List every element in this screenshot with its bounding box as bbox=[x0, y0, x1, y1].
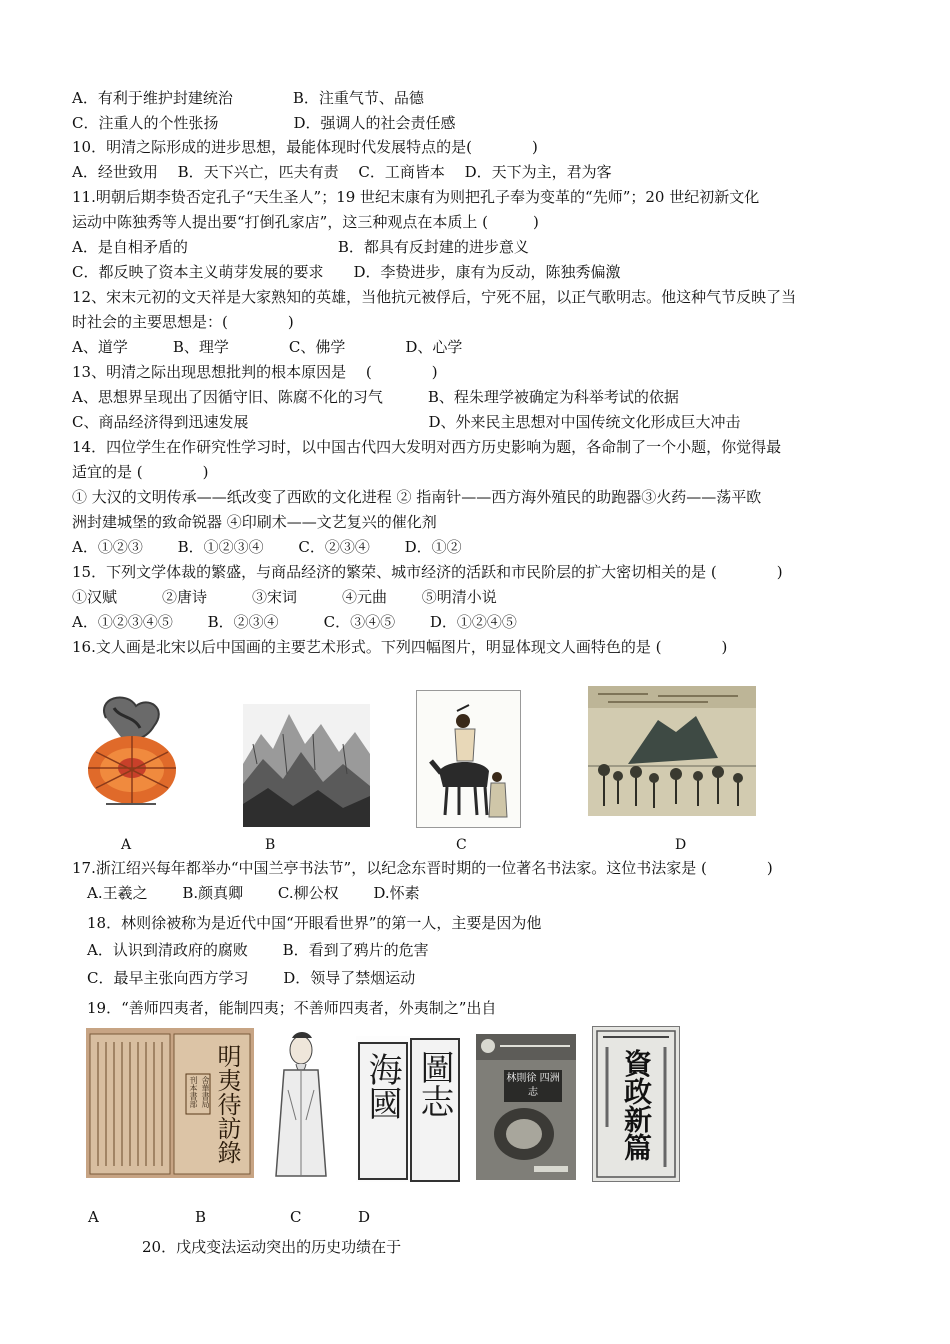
q18-options-cd: C．最早主张向西方学习 D．领导了禁烟运动 bbox=[72, 969, 416, 987]
painting-c-label: C bbox=[456, 837, 467, 853]
q9-options-cd: C．注重人的个性张扬 D．强调人的社会责任感 bbox=[72, 114, 456, 132]
q13-options-ab: A、思想界呈现出了因循守旧、陈腐不化的习气 B、程朱理学被确定为科举考试的依据 bbox=[72, 388, 679, 406]
book-mingyi-seal: 舍華書局刊本書部 bbox=[189, 1076, 210, 1108]
q18-options-ab: A．认识到清政府的腐败 B．看到了鸦片的危害 bbox=[72, 941, 429, 959]
q12-stem-2: 时社会的主要思想是：( ) bbox=[72, 313, 294, 331]
book-sizhouzhi-title: 林則徐 四洲志 bbox=[504, 1070, 562, 1102]
q20-stem: 20．戊戌变法运动突出的历史功绩在于 bbox=[142, 1238, 402, 1256]
seal-panel-left bbox=[358, 1042, 408, 1180]
q17-stem: 17.浙江绍兴每年都举办“中国兰亭书法节”，以纪念东晋时期的一位著名书法家。这位书法家是 ( ) bbox=[72, 859, 773, 877]
seal-text-right: 圖志 bbox=[414, 1050, 454, 1118]
painting-b-label: B bbox=[265, 837, 276, 853]
q17-options: A.王羲之 B.颜真卿 C.柳公权 D.怀素 bbox=[72, 884, 420, 902]
q10-stem: 10．明清之际形成的进步思想，最能体现时代发展特点的是( ) bbox=[72, 138, 538, 156]
book-mingyi-image bbox=[86, 1028, 254, 1178]
painting-c-image bbox=[416, 690, 521, 828]
q14-items-2: 洲封建城堡的致命锐器 ④印刷术——文艺复兴的催化剂 bbox=[72, 513, 437, 531]
q12-stem-1: 12、宋末元初的文天祥是大家熟知的英雄，当他抗元被俘后，宁死不屈，以正气歌明志。他这种气节反映了当 bbox=[72, 288, 797, 306]
book-zizheng-image bbox=[592, 1026, 680, 1182]
q11-stem-1: 11.明朝后期李贽否定孔子“天生圣人”；19 世纪末康有为则把孔子奉为变革的“先师”；20 世纪初新文化 bbox=[72, 188, 760, 206]
seal-panel-right bbox=[410, 1038, 460, 1182]
fig19-label-a: A bbox=[88, 1208, 99, 1226]
book-zizheng-title: 資政新篇 bbox=[620, 1049, 653, 1161]
seal-text-left: 海國 bbox=[362, 1052, 402, 1120]
q15-stem: 15．下列文学体裁的繁盛，与商品经济的繁荣、城市经济的活跃和市民阶层的扩大密切相关的是 ( ) bbox=[72, 563, 783, 581]
q14-stem-1: 14．四位学生在作研究性学习时，以中国古代四大发明对西方历史影响为题，各命制了一个小题，你觉得最 bbox=[72, 438, 782, 456]
book-sizhouzhi-image bbox=[476, 1034, 576, 1180]
fig19-label-b: B bbox=[195, 1208, 207, 1226]
painting-d-label: D bbox=[675, 837, 687, 853]
q15-items: ①汉赋 ②唐诗 ③宋词 ④元曲 ⑤明清小说 bbox=[72, 588, 497, 606]
q11-options-cd: C．都反映了资本主义萌芽发展的要求 D．李贽进步，康有为反动，陈独秀偏激 bbox=[72, 263, 621, 281]
q14-stem-2: 适宜的是 ( ) bbox=[72, 463, 209, 481]
q12-options: A、道学 B、理学 C、佛学 D、心学 bbox=[72, 338, 463, 356]
painting-b-image bbox=[243, 704, 370, 827]
painting-a-image bbox=[76, 688, 188, 816]
book-mingyi-title: 明夷待訪錄 bbox=[213, 1044, 241, 1164]
q19-stem: 19．“善师四夷者，能制四夷；不善师四夷者，外夷制之”出自 bbox=[72, 999, 497, 1017]
q13-options-cd: C、商品经济得到迅速发展 D、外来民主思想对中国传统文化形成巨大冲击 bbox=[72, 413, 741, 431]
q11-options-ab: A．是自相矛盾的 B．都具有反封建的进步意义 bbox=[72, 238, 529, 256]
seal-script-image bbox=[356, 1036, 460, 1182]
q18-stem: 18．林则徐被称为是近代中国“开眼看世界”的第一人，主要是因为他 bbox=[72, 914, 542, 932]
q14-items-1: ① 大汉的文明传承——纸改变了西欧的文化进程 ② 指南针——西方海外殖民的助跑器③火药——荡平欧 bbox=[72, 488, 762, 506]
q15-options: A．①②③④⑤ B．②③④ C．③④⑤ D．①②④⑤ bbox=[72, 613, 517, 631]
q11-stem-2: 运动中陈独秀等人提出要“打倒孔家店”，这三种观点在本质上 ( ) bbox=[72, 213, 539, 231]
painting-d-image bbox=[588, 686, 756, 816]
q9-options-ab: A．有利于维护封建统治 B．注重气节、品德 bbox=[72, 89, 424, 107]
q10-options: A．经世致用 B．天下兴亡，匹夫有责 C．工商皆本 D．天下为主，君为客 bbox=[72, 163, 612, 181]
q16-stem: 16.文人画是北宋以后中国画的主要艺术形式。下列四幅图片，明显体现文人画特色的是 ( ) bbox=[72, 638, 728, 656]
painting-a-label: A bbox=[121, 837, 132, 853]
q13-stem: 13、明清之际出现思想批判的根本原因是 ( ) bbox=[72, 363, 438, 381]
portrait-image bbox=[266, 1030, 336, 1180]
q14-options: A．①②③ B．①②③④ C．②③④ D．①② bbox=[72, 538, 462, 556]
fig19-label-c: C bbox=[290, 1208, 302, 1226]
fig19-label-d: D bbox=[358, 1208, 371, 1226]
